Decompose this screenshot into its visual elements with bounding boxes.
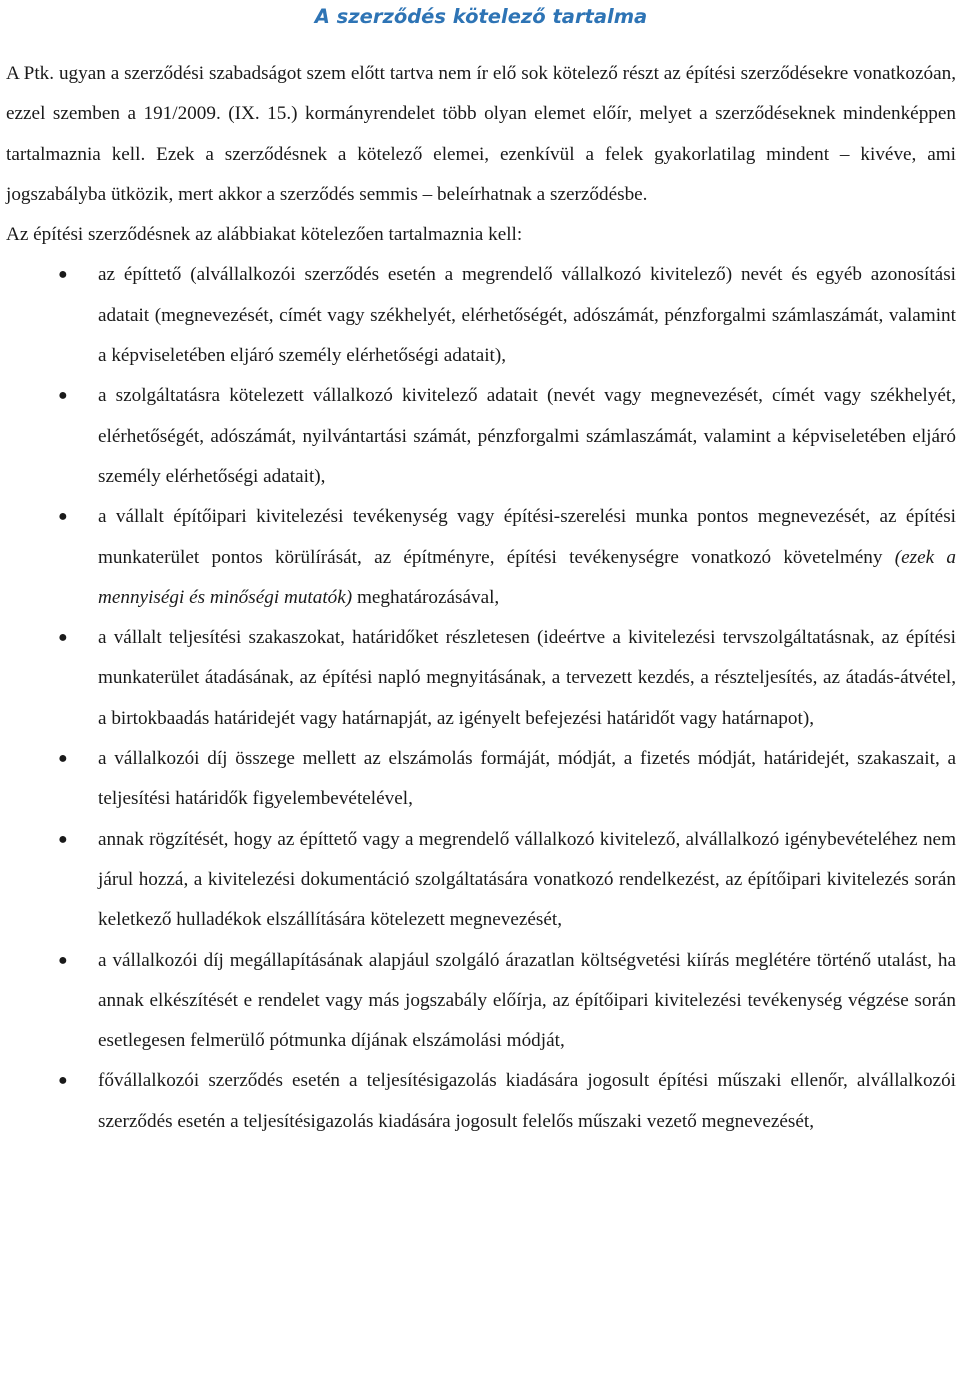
list-item bbox=[6, 376, 956, 497]
list-item-text: a vállalt építőipari kivitelezési tevékenység vagy építési-szerelési munka pontos megnevezését, az építési munkaterület pontos körülírását, az építményre, építési tevékenységre vonatkozó követelmény bbox=[98, 506, 956, 568]
list-item bbox=[6, 820, 956, 941]
list-item-text: a vállalt teljesítési szakaszokat, határidőket részletesen (ideértve a kivitelezési tervszolgáltatásnak, az építési munkaterület átadásának, az építési napló megnyitásának, a tervezett kezdés, a részteljesítés, az átadás-átvétel, a birtokbaadás határidejét vagy határnapját, az igényelt befejezési határidőt vagy határnapot), bbox=[98, 627, 956, 729]
bullet-icon: ● bbox=[58, 951, 68, 969]
list-item bbox=[6, 618, 956, 739]
list-item-text: fővállalkozói szerződés esetén a teljesítésigazolás kiadására jogosult építési műszaki ellenőr, alvállalkozói szerződés esetén a teljesítésigazolás kiadására jogosult felelős műszaki vezető megnevezését, bbox=[98, 1070, 956, 1132]
list-item bbox=[6, 1061, 956, 1142]
requirements-list bbox=[6, 255, 956, 1142]
bullet-icon: ● bbox=[58, 266, 68, 284]
list-item-text-continued: meghatározásával, bbox=[352, 586, 500, 608]
document-page bbox=[6, 0, 956, 1142]
list-intro: Az építési szerződésnek az alábbiakat kötelezően tartalmaznia kell: bbox=[6, 224, 523, 246]
bullet-icon: ● bbox=[58, 508, 68, 526]
list-item-text: annak rögzítését, hogy az építtető vagy a megrendelő vállalkozó kivitelező, alvállalkozó igénybevételéhez nem járul hozzá, a kivitelezési dokumentáció szolgáltatására vonatkozó rendelkezést, az építőipari kivitelezés során keletkező hulladékok elszállítására kötelezett megnevezését, bbox=[98, 828, 956, 931]
list-item-text: a szolgáltatásra kötelezett vállalkozó kivitelező adatait (nevét vagy megnevezését, címét vagy székhelyét, elérhetőségét, adószámát, nyilvántartási számát, pénzforgalmi számlaszámát, valamint a képviseletében eljáró személy elérhetőségi adatait), bbox=[98, 385, 956, 487]
list-item-text: a vállalkozói díj összege mellett az elszámolás formáját, módját, a fizetés módját, határidejét, szakaszait, a teljesítési határidők figyelembevételével, bbox=[98, 748, 956, 810]
list-item-italic-note: (ezek a mennyiségi és minőségi mutatók) bbox=[98, 546, 956, 608]
list-item bbox=[6, 941, 956, 1062]
bullet-icon: ● bbox=[58, 629, 68, 647]
list-item bbox=[6, 497, 956, 618]
list-item bbox=[6, 739, 956, 820]
bullet-icon: ● bbox=[58, 1072, 68, 1090]
document-title: A szerződés kötelező tartalma bbox=[314, 5, 648, 28]
list-item-text: az építtető (alvállalkozói szerződés esetén a megrendelő vállalkozó kivitelező) nevét és egyéb azonosítási adatait (megnevezését, címét vagy székhelyét, elérhetőségét, adószámát, pénzforgalmi számlaszámát, valamint a képviseletében eljáró személy elérhetőségi adatait), bbox=[98, 264, 956, 367]
list-item-text: a vállalkozói díj megállapításának alapjául szolgáló árazatlan költségvetési kiírás meglétére történő utalást, ha annak elkészítését e rendelet vagy más jogszabály előírja, az építőipari kivitelezési tevékenység végzése során esetlegesen felmerülő pótmunka díjának elszámolási módját, bbox=[98, 949, 956, 1052]
list-item bbox=[6, 255, 956, 376]
bullet-icon: ● bbox=[58, 750, 68, 768]
bullet-icon: ● bbox=[58, 830, 68, 848]
intro-paragraph: A Ptk. ugyan a szerződési szabadságot szem előtt tartva nem ír elő sok kötelező részt az építési szerződésekre vonatkozóan, ezzel szemben a 191/2009. (IX. 15.) kormányrendelet több olyan elemet előír, melyet a szerződéseknek mindenképpen tartalmaznia kell. Ezek a szerződésnek a kötelező elemei, ezenkívül a felek gyakorlatilag mindent – kivéve, ami jogszabályba ütközik, mert akkor a szerződés semmis – beleírhatnak a szerződésbe. bbox=[6, 63, 956, 205]
bullet-icon: ● bbox=[58, 387, 68, 405]
